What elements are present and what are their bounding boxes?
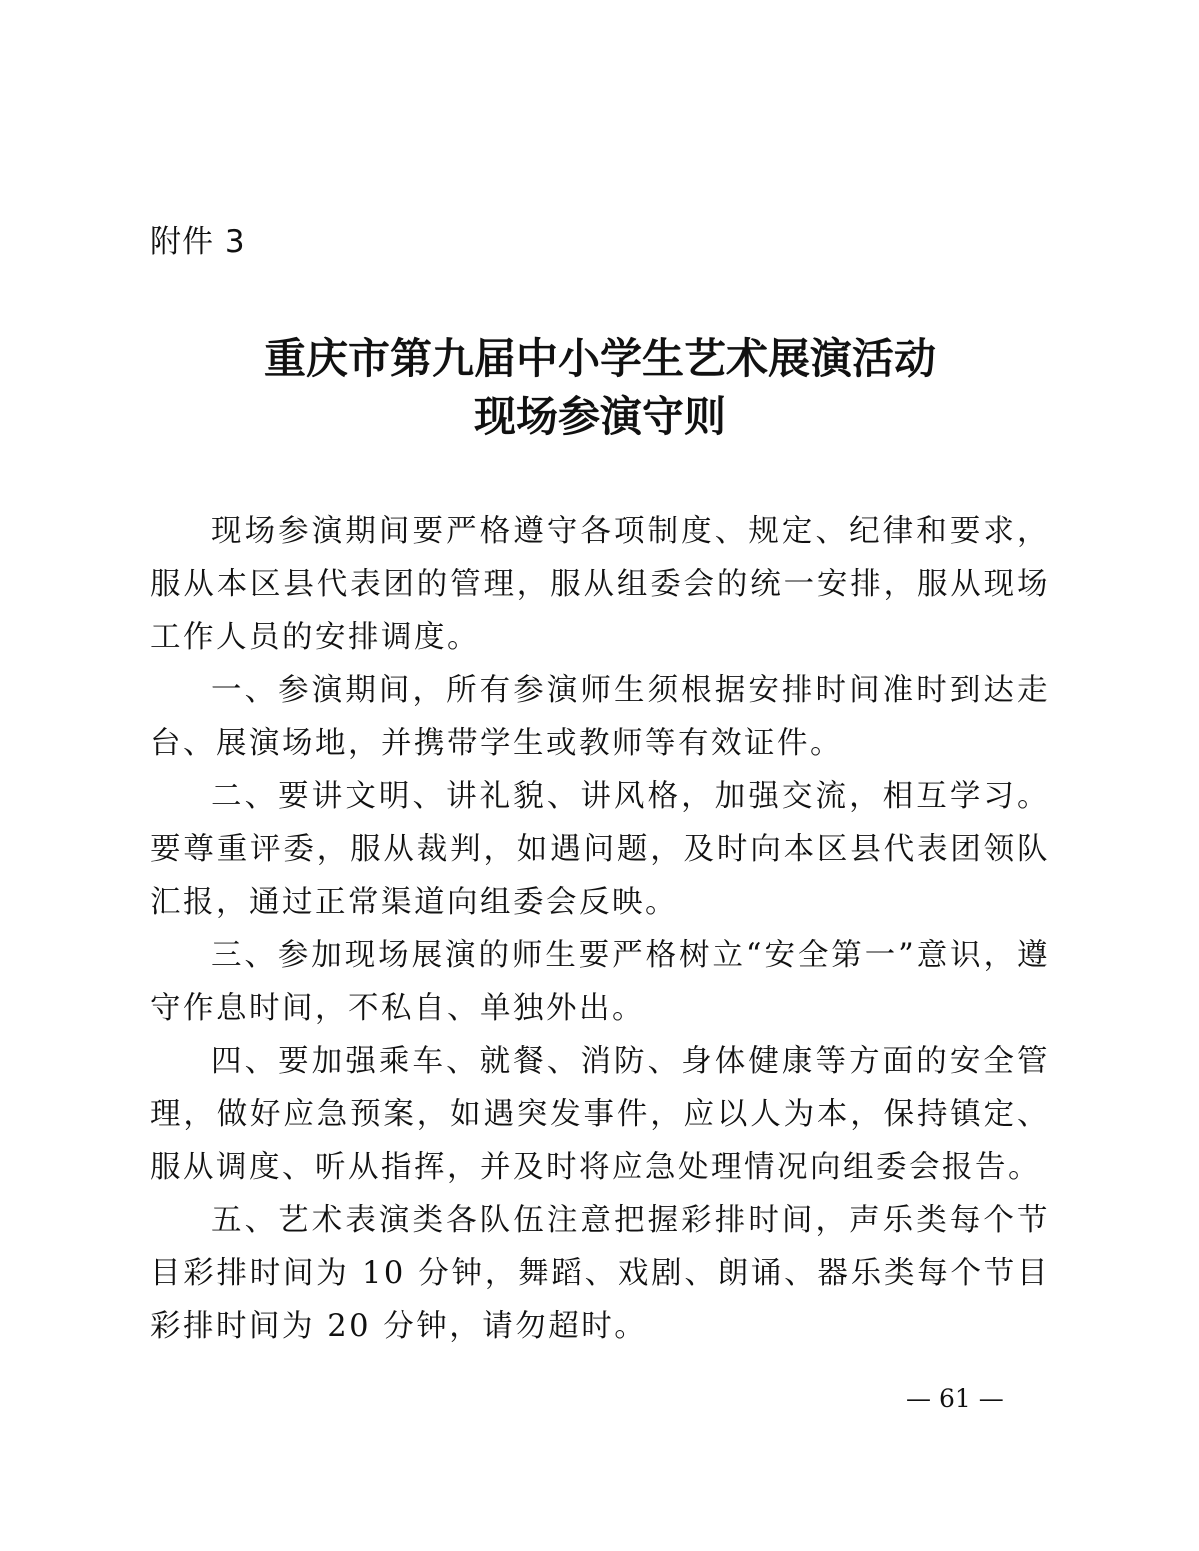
title-line-1: 重庆市第九届中小学生艺术展演活动: [263, 334, 936, 383]
document-title: [150, 330, 1050, 446]
rule-2-paragraph: 二、要讲文明、讲礼貌、讲风格，加强交流，相互学习。要尊重评委，服从裁判，如遇问题，及时向本区县代表团领队汇报，通过正常渠道向组委会反映。: [150, 779, 1050, 920]
rule-5-paragraph: 五、艺术表演类各队伍注意把握彩排时间，声乐类每个节目彩排时间为 10 分钟，舞蹈、戏剧、朗诵、器乐类每个节目彩排时间为 20 分钟，请勿超时。: [150, 1203, 1050, 1344]
rule-4-paragraph: 四、要加强乘车、就餐、消防、身体健康等方面的安全管理，做好应急预案，如遇突发事件，应以人为本，保持镇定、服从调度、听从指挥，并及时将应急处理情况向组委会报告。: [150, 1044, 1050, 1185]
intro-paragraph: 现场参演期间要严格遵守各项制度、规定、纪律和要求，服从本区县代表团的管理，服从组委会的统一安排，服从现场工作人员的安排调度。: [150, 514, 1050, 655]
title-line-2: 现场参演守则: [473, 392, 726, 441]
document-body: [150, 505, 1050, 1353]
rule-1-paragraph: 一、参演期间，所有参演师生须根据安排时间准时到达走台、展演场地，并携带学生或教师等有效证件。: [150, 673, 1050, 761]
page-number: — 61 —: [906, 1384, 1004, 1413]
attachment-label: 附件 3: [150, 224, 246, 260]
rule-3-paragraph: 三、参加现场展演的师生要严格树立“安全第一”意识，遵守作息时间，不私自、单独外出。: [150, 938, 1050, 1026]
